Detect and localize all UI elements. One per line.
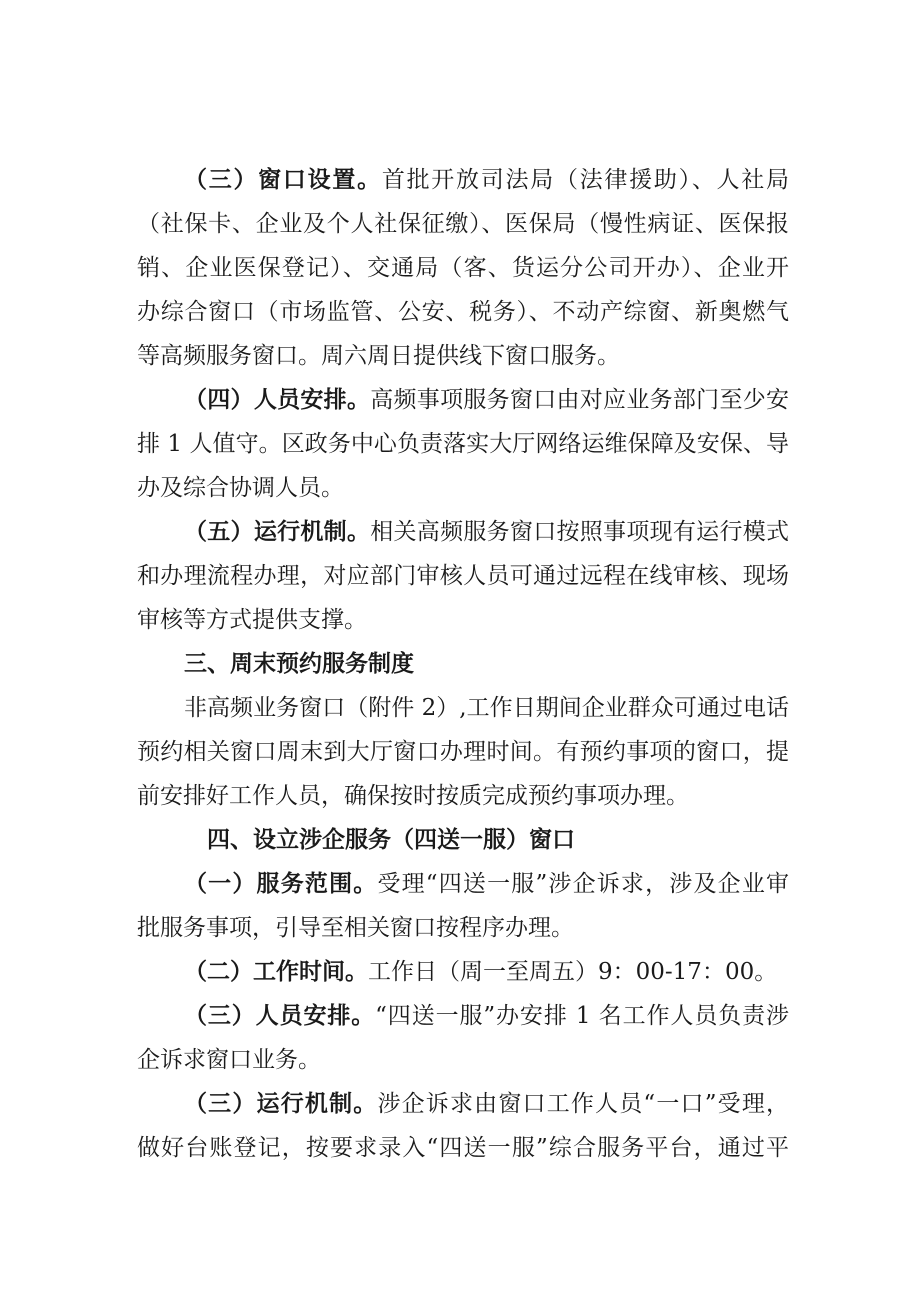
section-heading: （三）运行机制。 [184, 1091, 378, 1117]
paragraph-line: （三）窗口设置。首批开放司法局（法律援助）、人社局 [184, 167, 789, 193]
paragraph-line: 预约相关窗口周末到大厅窗口办理时间。有预约事项的窗口，提 [137, 739, 789, 765]
paragraph-line: 等高频服务窗口。周六周日提供线下窗口服务。 [137, 343, 620, 369]
paragraph-line: 办综合窗口（市场监管、公安、税务）、不动产综窗、新奥燃气 [137, 299, 789, 325]
section-heading: （三）人员安排。 [184, 1003, 376, 1029]
paragraph-line: （四）人员安排。高频事项服务窗口由对应业务部门至少安 [184, 387, 789, 413]
paragraph-line: 前安排好工作人员，确保按时按质完成预约事项办理。 [137, 783, 689, 809]
paragraph-line: （二）工作时间。工作日（周一至周五）9：00-17：00。 [184, 959, 778, 985]
paragraph-line: （一）服务范围。受理“四送一服”涉企诉求，涉及企业审 [184, 871, 789, 897]
paragraph-line: （三）人员安排。“四送一服”办安排 1 名工作人员负责涉 [184, 1003, 789, 1029]
section-heading: （二）工作时间。 [184, 959, 368, 985]
paragraph-line: 批服务事项，引导至相关窗口按程序办理。 [137, 915, 574, 941]
paragraph-line: （五）运行机制。相关高频服务窗口按照事项现有运行模式 [184, 519, 789, 545]
part-heading: 四、设立涉企服务（四送一服）窗口 [207, 827, 575, 853]
paragraph-line: 非高频业务窗口（附件 2）,工作日期间企业群众可通过电话 [184, 695, 789, 721]
paragraph-line: 企诉求窗口业务。 [137, 1047, 321, 1073]
section-heading: （四）人员安排。 [184, 387, 371, 413]
paragraph-line: 和办理流程办理，对应部门审核人员可通过远程在线审核、现场 [137, 563, 789, 589]
section-heading: （一）服务范围。 [184, 871, 378, 897]
paragraph-line: 销、企业医保登记）、交通局（客、货运分公司开办）、企业开 [137, 255, 789, 281]
paragraph-line: （社保卡、企业及个人社保征缴）、医保局（慢性病证、医保报 [137, 211, 789, 237]
section-heading: （五）运行机制。 [184, 519, 371, 545]
paragraph-line: 审核等方式提供支撑。 [137, 607, 367, 633]
paragraph-line: 排 1 人值守。区政务中心负责落实大厅网络运维保障及安保、导 [137, 431, 789, 457]
part-heading: 三、周末预约服务制度 [184, 651, 414, 677]
paragraph-line: 办及综合协调人员。 [137, 475, 344, 501]
paragraph-line: （三）运行机制。涉企诉求由窗口工作人员“一口”受理， [184, 1091, 789, 1117]
section-heading: （三）窗口设置。 [184, 167, 382, 193]
paragraph-line: 做好台账登记，按要求录入“四送一服”综合服务平台，通过平 [137, 1135, 789, 1161]
